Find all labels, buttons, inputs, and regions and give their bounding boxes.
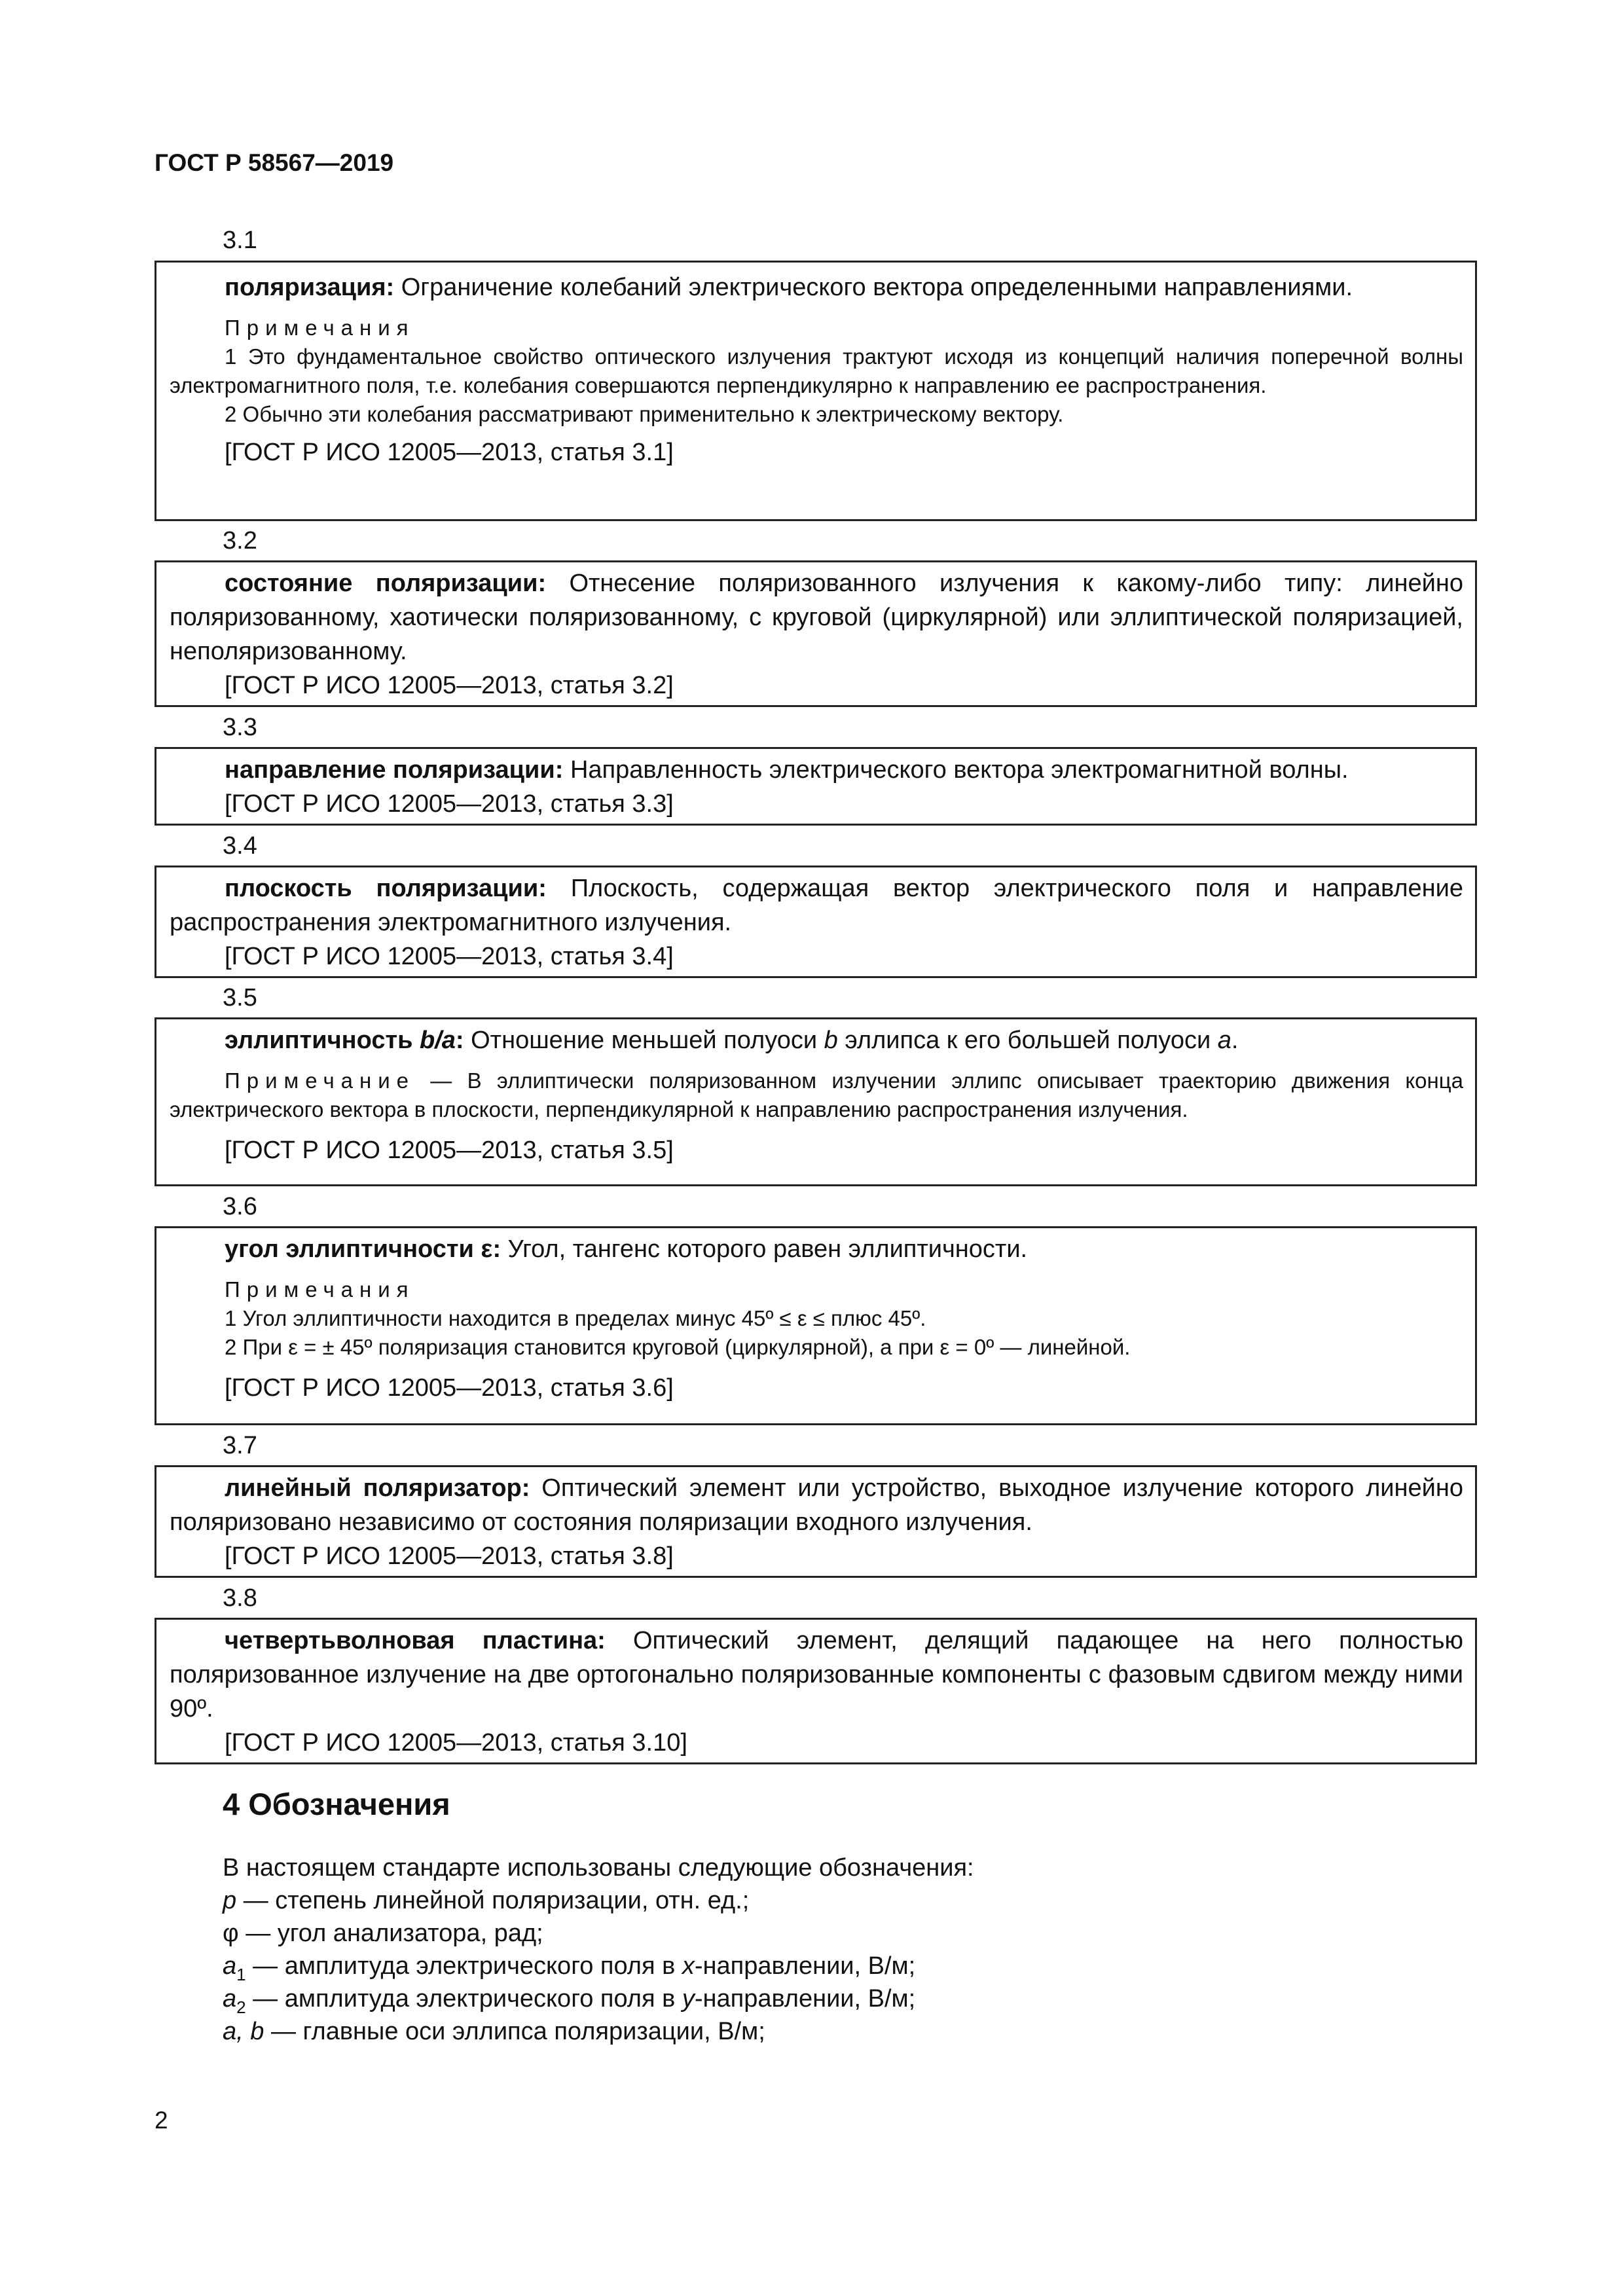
list-item: a, b — главные оси эллипса поляризации, В/м; [223, 2018, 765, 2045]
note-item: 2 Обычно эти колебания рассматривают применительно к электрическому вектору. [225, 402, 1064, 426]
term-reference: [ГОСТ Р ИСО 12005—2013, статья 3.2] [225, 672, 674, 699]
term-name: линейный поляризатор: [225, 1474, 530, 1502]
term-reference: [ГОСТ Р ИСО 12005—2013, статья 3.8] [225, 1542, 674, 1570]
term-reference: [ГОСТ Р ИСО 12005—2013, статья 3.3] [225, 790, 674, 818]
term-text: Оптический элемент или устройство, выходное излучение которого линейно поляризовано независимо от состояния поляризации входного излучения. [170, 1474, 1463, 1536]
term-text: Плоскость, содержащая вектор электрического поля и направление распространения электромагнитного излучения. [170, 875, 1463, 936]
term-definition [170, 566, 1463, 668]
term-reference: [ГОСТ Р ИСО 12005—2013, статья 3.4] [225, 943, 674, 970]
list-item: p — степень линейной поляризации, отн. ед.; [223, 1887, 750, 1914]
note-item: 1 Это фундаментальное свойство оптического излучения трактуют исходя из концепций наличия поперечной волны электромагнитного поля, т.е. колебания совершаются перпендикулярно к направлению ее распространения. [170, 344, 1463, 397]
term-number: 3.2 [223, 527, 257, 555]
term-box-polarization [155, 261, 1477, 521]
term-number: 3.6 [223, 1193, 257, 1220]
term-text: Ограничение колебаний электрического вектора определенными направлениями. [394, 274, 1353, 301]
list-item: φ — угол анализатора, рад; [223, 1920, 543, 1947]
term-reference: [ГОСТ Р ИСО 12005—2013, статья 3.5] [225, 1137, 674, 1164]
notes-title: Примечания [225, 1277, 415, 1302]
term-name: состояние поляризации: [225, 570, 547, 597]
term-definition [170, 1232, 1463, 1266]
term-definition [170, 871, 1463, 939]
term-box-polarization-direction [155, 747, 1477, 826]
term-name: поляризация: [225, 274, 395, 301]
symbols-list [223, 1851, 974, 2048]
term-text: Отнесение поляризованного излучения к какому-либо типу: линейно поляризованному, хаотически поляризованному, с круговой (циркулярной) или эллиптической поляризацией, неполяризованному. [170, 570, 1463, 665]
term-reference: [ГОСТ Р ИСО 12005—2013, статья 3.1] [225, 439, 674, 466]
term-name: эллиптичность b/a: [225, 1027, 464, 1054]
term-name: четвертьволновая пластина: [225, 1627, 606, 1654]
term-box-ellipticity-angle [155, 1226, 1477, 1425]
term-text: Направленность электрического вектора электромагнитной волны. [563, 756, 1349, 784]
page-number: 2 [155, 2107, 168, 2134]
term-name: угол эллиптичности ε: [225, 1235, 501, 1263]
term-text: Угол, тангенс которого равен эллиптичности. [501, 1235, 1028, 1263]
notes-title: Примечания [225, 316, 415, 340]
term-reference: [ГОСТ Р ИСО 12005—2013, статья 3.10] [225, 1729, 687, 1757]
term-number: 3.8 [223, 1584, 257, 1612]
symbols-intro: В настоящем стандарте использованы следующие обозначения: [223, 1854, 974, 1882]
document-header: ГОСТ Р 58567—2019 [155, 149, 394, 176]
term-text: Оптический элемент, делящий падающее на него полностью поляризованное излучение на две ортогонально поляризованные компоненты с фазовым сдвигом между ними 90º. [170, 1627, 1464, 1722]
note-item: 2 При ε = ± 45º поляризация становится круговой (циркулярной), а при ε = 0º — линейной. [225, 1335, 1131, 1359]
note-item: 1 Угол эллиптичности находится в пределах минус 45º ≤ ε ≤ плюс 45º. [225, 1306, 926, 1330]
term-box-polarization-plane [155, 866, 1477, 978]
term-definition [170, 270, 1463, 304]
term-name: направление поляризации: [225, 756, 564, 784]
term-box-quarter-wave-plate [155, 1618, 1477, 1764]
list-item: $a_2$ — амплитуда электрического поля в y-направлении, В/м; [223, 1985, 916, 2017]
term-box-polarization-state [155, 560, 1477, 707]
term-definition: эллиптичность b/a: Отношение меньшей полуоси b эллипса к его большей полуоси a. [225, 1027, 1239, 1054]
term-reference: [ГОСТ Р ИСО 12005—2013, статья 3.6] [225, 1374, 674, 1402]
term-name: плоскость поляризации: [225, 875, 547, 902]
term-definition [170, 1471, 1463, 1539]
term-number: 3.3 [223, 714, 257, 741]
term-number: 3.4 [223, 832, 257, 860]
term-definition [170, 753, 1463, 787]
section-heading: 4 Обозначения [223, 1787, 450, 1821]
list-item: $a_1$ — амплитуда электрического поля в x-направлении, В/м; [223, 1952, 916, 1984]
term-number: 3.7 [223, 1432, 257, 1459]
term-box-ellipticity [155, 1017, 1477, 1186]
note-item: Примечание — В эллиптически поляризованном излучении эллипс описывает траекторию движения конца электрического вектора в плоскости, перпендикулярной к направлению распространения излучения. [170, 1068, 1463, 1121]
term-box-linear-polarizer [155, 1465, 1477, 1578]
term-number: 3.1 [223, 227, 257, 254]
term-definition [170, 1624, 1463, 1726]
term-number: 3.5 [223, 984, 257, 1011]
